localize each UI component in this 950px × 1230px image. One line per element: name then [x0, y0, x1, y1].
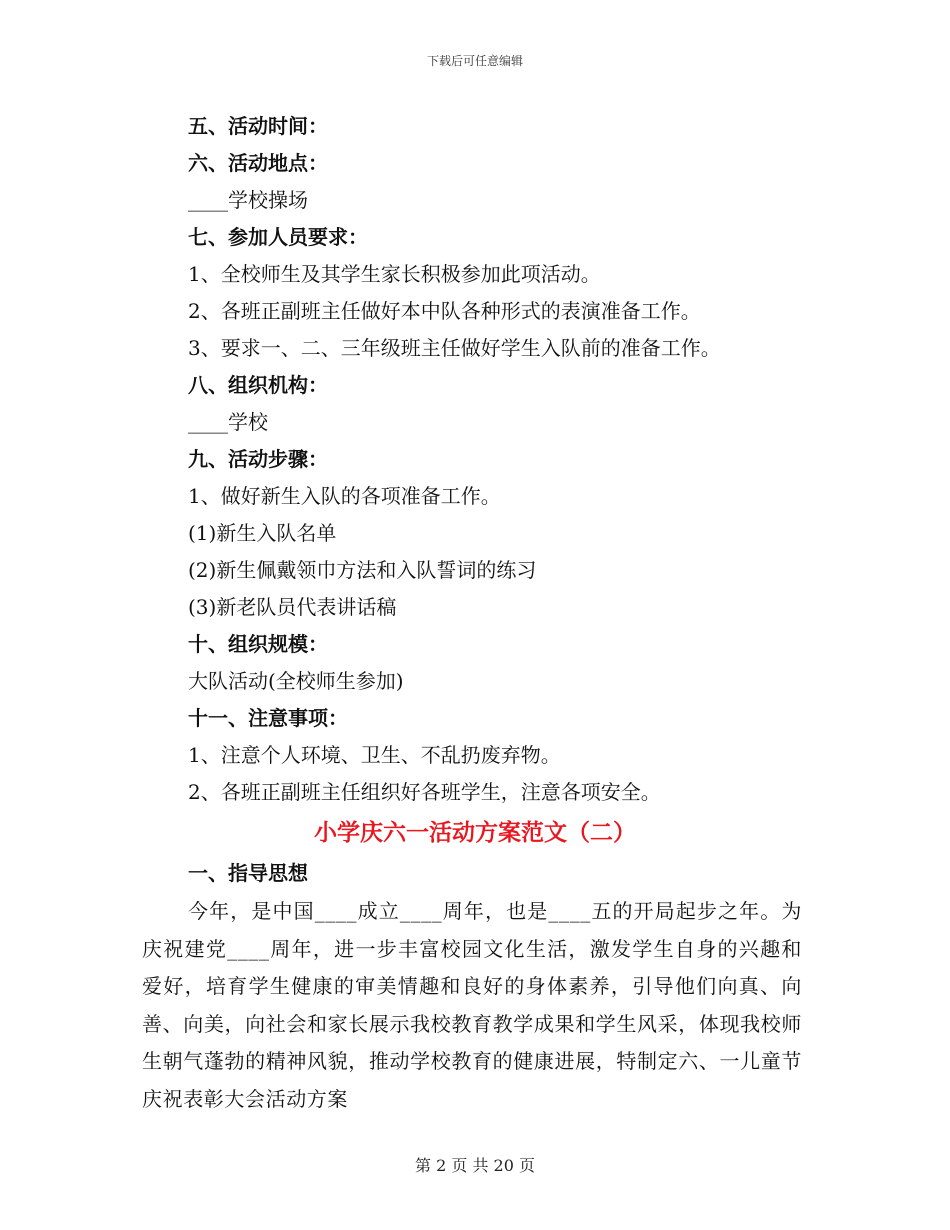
organization-value: ____学校	[188, 410, 268, 434]
scale-value: 大队活动(全校师生参加)	[188, 669, 404, 693]
step-subitem-3: (3)新老队员代表讲话稿	[188, 595, 397, 619]
step-subitem-1: (1)新生入队名单	[188, 521, 337, 545]
section2-body	[188, 855, 808, 892]
guiding-thought-paragraph: 今年，是中国____成立____周年，也是____五的开局起步之年。为庆祝建党____周年，进一步丰富校园文化生活，激发学生自身的兴趣和爱好，培育学生健康的审美情趣和良好的身体素养，引导他们向真、向善、向美，向社会和家长展示我校教育教学成果和学生风采，体现我校师生朝气蓬勃的精神风貌，推动学校教育的健康进展，特制定六、一儿童节庆祝表彰大会活动方案	[142, 899, 802, 1111]
page-number: 第 2 页 共 20 页	[415, 1156, 535, 1175]
heading-participant-requirements: 七、参加人员要求：	[188, 225, 368, 249]
page-header-note: 下载后可任意编辑	[426, 54, 523, 68]
heading-guiding-thought: 一、指导思想	[188, 861, 308, 885]
requirement-item-2: 2、各班正副班主任做好本中队各种形式的表演准备工作。	[188, 299, 701, 323]
requirement-item-1: 1、全校师生及其学生家长积极参加此项活动。	[188, 262, 601, 286]
heading-notes: 十一、注意事项：	[188, 706, 348, 730]
heading-organization: 八、组织机构：	[188, 373, 328, 397]
heading-scale: 十、组织规模：	[188, 632, 328, 656]
heading-activity-location: 六、活动地点：	[188, 151, 328, 175]
heading-activity-time: 五、活动时间：	[188, 114, 328, 138]
section-title: 小学庆六一活动方案范文（二）	[314, 819, 636, 846]
step-subitem-2: (2)新生佩戴领巾方法和入队誓词的练习	[188, 558, 537, 582]
heading-activity-steps: 九、活动步骤：	[188, 447, 328, 471]
requirement-item-3: 3、要求一、二、三年级班主任做好学生入队前的准备工作。	[188, 336, 721, 360]
location-value: ____学校操场	[188, 188, 308, 212]
note-item-2: 2、各班正副班主任组织好各班学生，注意各项安全。	[188, 780, 661, 804]
note-item-1: 1、注意个人环境、卫生、不乱扔废弃物。	[188, 743, 561, 767]
document-body	[188, 108, 808, 811]
step-item-1: 1、做好新生入队的各项准备工作。	[188, 484, 501, 508]
